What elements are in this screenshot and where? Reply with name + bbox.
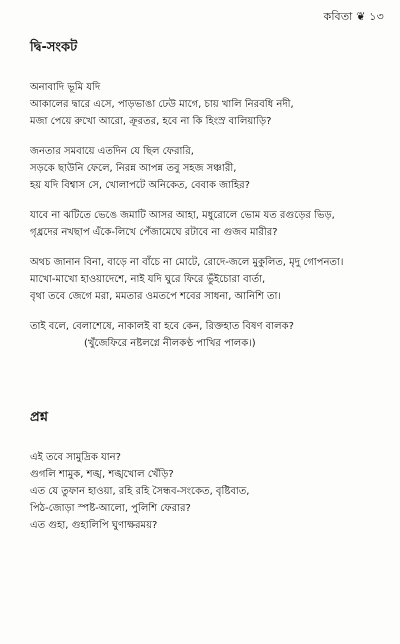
verse-line: এই তবে সামুদ্রিক যান?	[30, 452, 121, 463]
verse-line: এত যে তুফান হাওয়া, রহি রহি সৈন্ধব-সংকেত, বৃষ্টিবাত,	[30, 486, 250, 497]
verse-line: হয় যদি বিশ্বাস সে, খোলাপটে অনিকেত, বেবাক জাহির?	[30, 180, 250, 191]
verse-line: এত গুহা, গুহালিপি ঘুণাক্ষরময়?	[30, 520, 158, 531]
stanza	[30, 449, 390, 534]
poem-title: দ্বি-সংকট	[30, 40, 78, 55]
running-head: কবিতা ❦ ১৩	[323, 10, 384, 23]
stanza	[30, 254, 390, 305]
poem-title: প্রশ্ন	[30, 410, 48, 425]
verse-line: আকালের দ্বারে এসে, পাড়ভাঙা ঢেউ মাগে, চায় খালি নিরবধি নদী,	[30, 99, 294, 110]
poem-proshno	[30, 408, 390, 547]
verse-line: সড়কে ছাউনি ফেলে, নিরন্ন আপন্ন তবু সহজ সঞ্চারী,	[30, 163, 237, 174]
poem-dwi-sankat	[30, 38, 390, 365]
verse-line: মজা পেয়ে রুখো আরো, ক্রূরতর, হবে না কি হিংস্র বালিয়াড়ি?	[30, 116, 272, 127]
verse-line: জনতার সমবায়ে এতদিন যে ছিল ফেরারি,	[30, 146, 194, 157]
verse-line-indented: (খুঁজেফিরে নষ্টলগ্নে নীলকণ্ঠ পাখির পালক।)	[84, 338, 256, 349]
verse-line: পিঠ-জোড়া স্পষ্ট-আলো, পুলিশি ফেরার?	[30, 503, 191, 514]
verse-line: গুগলি শামুক, শঙ্খ, শঙ্খখোল খেঁড়ি?	[30, 469, 174, 480]
verse-line: গৃধ্রদের নখছাপ এঁকে-লিখে পেঁজামেঘে রটাবে না গুজব মারীর?	[30, 227, 278, 238]
verse-line: যাবে না ঝটিতে ভেঙে জমাটি আসর আহা, মধুরোলে ভোম যত রগুড়ের ভিড়,	[30, 210, 335, 221]
stanza	[30, 318, 390, 352]
verse-line: অথচ জানান বিনা, বাড়ে না বাঁচে না মোটে, রোদে-জলে মুকুলিত, মৃদু গোপনতা।	[30, 257, 344, 268]
verse-line: মাখো-মাখো হাওয়াদেশে, নাই যদি ঘুরে ফিরে ভুঁইচোরা বার্তা,	[30, 274, 266, 285]
verse-line: বৃথা তবে জেগে মরা, মমতার ওমতপে শবের সাধনা, আনিশি তা।	[30, 291, 281, 302]
stanza	[30, 143, 390, 194]
verse-line: অনাবাদি ভূমি যদি	[30, 82, 101, 93]
verse-line: তাই বলে, বেলাশেষে, নাকালই বা হবে কেন, রিক্তহাত বিষণ বালক?	[30, 321, 294, 332]
stanza	[30, 207, 390, 241]
stanza	[30, 79, 390, 130]
